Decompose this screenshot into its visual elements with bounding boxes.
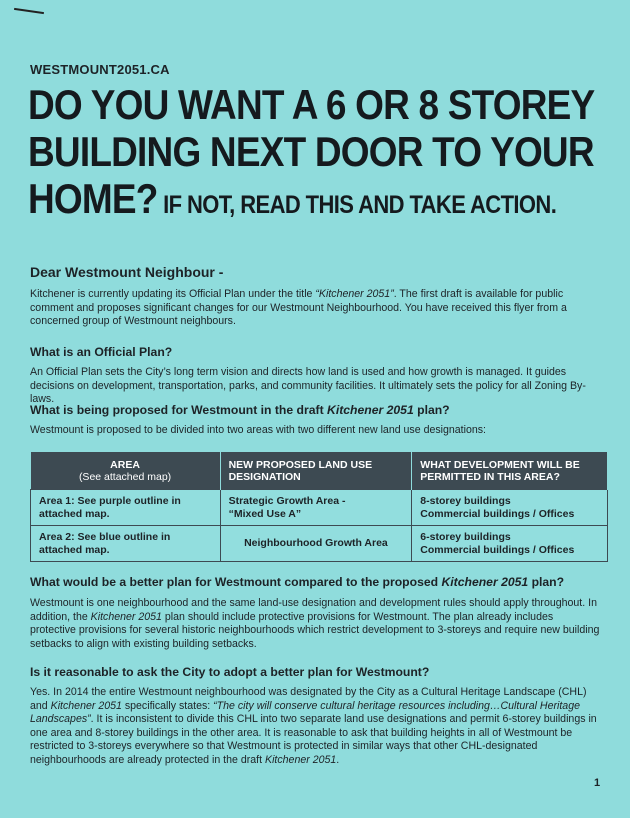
intro-paragraph — [30, 288, 602, 329]
website-label: WESTMOUNT2051.CA — [30, 62, 170, 77]
table-row — [31, 490, 608, 526]
better-plan-text-2: plan should include protective provisions for Westmount. The plan already includes protective provisions for several historic neighbourhoods which restrict development to 3-storeys and require new building setbacks to align with existing building setbacks. — [30, 610, 600, 650]
proposal-heading-text-2: plan? — [413, 403, 450, 417]
reasonable-quote: “The city will conserve cultural heritage resources including…Cultural Heritage Landscapes” — [30, 699, 580, 726]
intro-plan-title: “Kitchener 2051” — [315, 288, 394, 300]
row1-designation-line1: Strategic Growth Area - — [228, 494, 346, 507]
section-heading-reasonable: Is it reasonable to ask the City to adopt a better plan for Westmount? — [30, 665, 430, 679]
row2-designation: Neighbourhood Growth Area — [220, 526, 412, 562]
reasonable-plan-title-1: Kitchener 2051 — [50, 699, 122, 712]
table-row — [31, 526, 608, 562]
header-area-subtitle: (See attached map) — [78, 470, 172, 483]
better-plan-heading-text-1: What would be a better plan for Westmount compared to the proposed — [30, 575, 442, 589]
headline-line-2: BUILDING NEXT DOOR TO YOUR — [28, 129, 594, 175]
section-heading-proposal — [30, 403, 605, 417]
row1-development-line1: 8-storey buildings — [420, 494, 511, 507]
section-heading-better-plan — [30, 575, 605, 589]
reasonable-paragraph — [30, 686, 602, 768]
better-plan-heading-plan-title: Kitchener 2051 — [441, 575, 529, 589]
headline-line-1: DO YOU WANT A 6 OR 8 STOREY — [28, 82, 595, 128]
better-plan-heading-text-2: plan? — [528, 575, 565, 589]
header-area — [31, 452, 221, 490]
header-development: WHAT DEVELOPMENT WILL BE PERMITTED IN THIS AREA? — [412, 452, 608, 490]
row1-designation-line2: “Mixed Use A” — [228, 507, 302, 520]
section-heading-official-plan: What is an Official Plan? — [30, 345, 173, 359]
row2-area: Area 2: See blue outline in attached map. — [31, 526, 221, 562]
row1-development — [412, 490, 608, 526]
reasonable-text-1: Yes. In 2014 the entire Westmount neighbourhood was designated by the City as a Cultural Heritage Landscape (CHL) and — [30, 686, 587, 712]
row2-development-line1: 6-storey buildings — [420, 530, 511, 543]
better-plan-text-1: Westmount is one neighbourhood and the same land-use designation and development rules should apply throughout. In addition, the — [30, 597, 597, 623]
row2-development — [412, 526, 608, 562]
land-use-table — [30, 452, 608, 562]
intro-text-2: . The first draft is available for public comment and proposes significant changes for our Westmount Neighbourhood. You have received this flyer from a concerned group of Westmount neighbours. — [30, 288, 567, 328]
header-area-title: AREA — [110, 458, 140, 471]
intro-text-1: Kitchener is currently updating its Official Plan under the title — [30, 288, 316, 300]
headline-line-3 — [28, 176, 608, 229]
proposal-heading-text-1: What is being proposed for Westmount in the draft — [30, 403, 328, 417]
reasonable-text-2: specifically states: — [121, 699, 214, 712]
headline-home: HOME? — [28, 176, 158, 222]
official-plan-paragraph: An Official Plan sets the City’s long term vision and directs how land is used and how growth is managed. It guides decisions on development, transportation, parks, and community facilities. It ultimately sets the policy for all Zoning By-laws. — [30, 366, 586, 406]
headline — [28, 82, 608, 229]
greeting: Dear Westmount Neighbour - — [30, 264, 224, 280]
header-designation: NEW PROPOSED LAND USE DESIGNATION — [220, 452, 412, 490]
row1-development-line2: Commercial buildings / Offices — [420, 507, 575, 520]
row1-area: Area 1: See purple outline in attached map. — [31, 490, 221, 526]
page-number: 1 — [594, 777, 601, 789]
better-plan-paragraph — [30, 597, 602, 651]
row2-development-line2: Commercial buildings / Offices — [420, 543, 575, 556]
reasonable-text-3: . It is inconsistent to divide this CHL into two separate land use designations and permit 6-storey buildings in one area and 8-storey buildings in the other area. It is reasonable to ask that building heights in all of Westmount be restricted to 3-storeys everywhere so that Westmount is protected in similar ways that other CHL-designated neighbourhoods are already protected in the draft — [30, 713, 597, 766]
reasonable-plan-title-2: Kitchener 2051 — [265, 753, 337, 766]
row1-designation — [220, 490, 412, 526]
headline-call-to-action: IF NOT, READ THIS AND TAKE ACTION. — [157, 190, 557, 219]
pen-mark — [14, 8, 44, 14]
proposal-paragraph: Westmount is proposed to be divided into two areas with two different new land use designations: — [30, 424, 486, 436]
table-header-row — [31, 452, 608, 490]
proposal-heading-plan-title: Kitchener 2051 — [327, 403, 414, 417]
better-plan-plan-title: Kitchener 2051 — [90, 610, 162, 623]
reasonable-text-4: . — [336, 753, 340, 766]
